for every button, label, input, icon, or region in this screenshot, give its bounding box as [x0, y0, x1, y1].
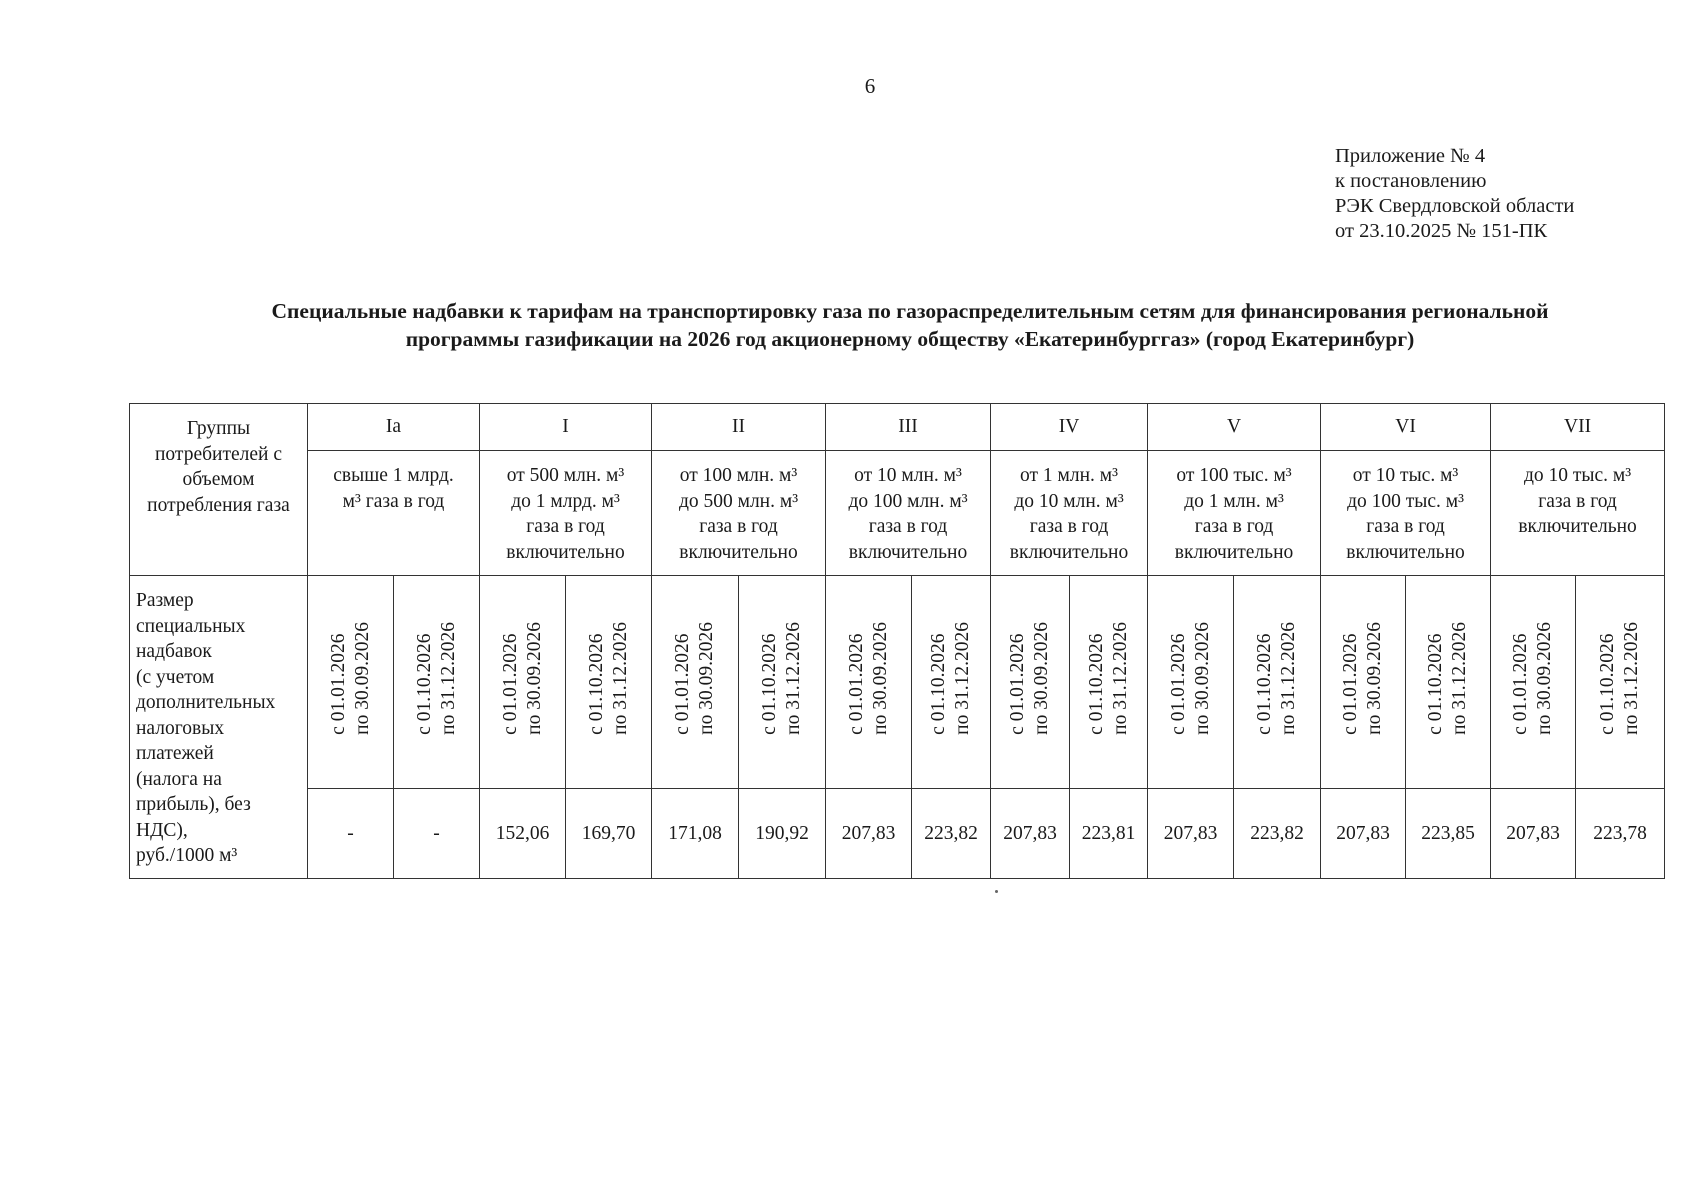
surcharge-value-cell: 169,70 — [566, 789, 652, 879]
period-line: с 01.01.2026 — [327, 633, 349, 735]
period-line: по 31.12.2026 — [783, 621, 804, 735]
document-title — [130, 297, 1690, 353]
group-volume-range-line: до 100 тыс. м³ — [1347, 490, 1464, 512]
row-label-cell — [130, 576, 308, 879]
row-label-line: руб./1000 м³ — [136, 845, 238, 866]
period-cell — [308, 576, 394, 789]
row-label-line: дополнительных — [136, 692, 276, 713]
scan-speck — [995, 890, 998, 893]
group-volume-range-line: свыше 1 млрд. — [333, 465, 454, 486]
group-volume-range-line: включительно — [1518, 516, 1637, 537]
period-line: с 01.01.2026 — [672, 633, 693, 735]
document-title-line: программы газификации на 2026 год акционерному обществу «Екатеринбурггаз» (город Екатеринбург) — [405, 327, 1415, 351]
appendix-reference — [1335, 144, 1574, 244]
period-cell — [1321, 576, 1406, 789]
period-line: с 01.10.2026 — [759, 633, 780, 735]
group-volume-range-cell — [991, 451, 1148, 576]
period-line: по 30.09.2026 — [696, 621, 717, 735]
group-code-cell: III — [826, 404, 991, 451]
surcharge-value-cell: 207,83 — [991, 789, 1070, 879]
period-label — [758, 622, 806, 735]
surcharge-value-cell: 223,82 — [1234, 789, 1321, 879]
groups-header-line: Группы — [186, 418, 251, 439]
surcharge-value-cell: 171,08 — [652, 789, 739, 879]
group-volume-range-line: газа в год — [868, 516, 948, 537]
period-line: по 31.12.2026 — [609, 621, 631, 735]
surcharge-value-cell: - — [308, 789, 394, 879]
surcharge-value-cell: 207,83 — [826, 789, 912, 879]
period-label — [585, 622, 633, 735]
surcharge-value-cell: 223,82 — [912, 789, 991, 879]
group-volume-range-line: от 500 млн. м³ — [506, 465, 625, 486]
groups-header-line: потребителей с — [155, 443, 282, 465]
period-line: с 01.10.2026 — [1425, 633, 1447, 735]
group-volume-range-cell — [308, 451, 480, 576]
period-line: с 01.10.2026 — [413, 633, 435, 735]
period-line: с 01.01.2026 — [845, 633, 867, 735]
period-cell — [566, 576, 652, 789]
group-volume-range-line: включительно — [1009, 541, 1129, 563]
period-cell — [912, 576, 991, 789]
group-volume-range-line: газа в год — [699, 516, 778, 537]
period-line: по 30.09.2026 — [1031, 621, 1053, 735]
period-label — [1509, 622, 1557, 735]
surcharge-value-cell: 190,92 — [739, 789, 826, 879]
period-cell — [1234, 576, 1321, 789]
appendix-line: от 23.10.2025 № 151-ПК — [1335, 220, 1548, 242]
period-line: по 31.12.2026 — [1109, 621, 1131, 735]
row-label-line: прибыль), без — [136, 794, 251, 815]
period-line: с 01.10.2026 — [1597, 633, 1619, 735]
row-label-line: налоговых — [136, 717, 225, 739]
period-cell — [652, 576, 739, 789]
period-line: с 01.01.2026 — [499, 633, 521, 735]
period-label — [1339, 622, 1387, 735]
group-volume-range-cell — [826, 451, 991, 576]
period-cell — [826, 576, 912, 789]
group-volume-range-line: до 1 млрд. м³ — [511, 490, 620, 512]
group-volume-range-line: газа в год — [1194, 516, 1274, 537]
group-volume-range-line: газа в год — [1029, 516, 1109, 537]
period-line: по 31.12.2026 — [952, 621, 973, 735]
surcharge-value-cell: - — [394, 789, 480, 879]
period-label — [413, 622, 461, 735]
values-row — [130, 789, 1665, 879]
period-line: с 01.10.2026 — [928, 633, 949, 735]
group-volume-range-line: газа в год — [526, 516, 605, 537]
group-description-row — [130, 451, 1665, 576]
group-volume-range-line: включительно — [679, 541, 798, 563]
group-code-cell: VI — [1321, 404, 1491, 451]
period-label — [1006, 622, 1054, 735]
period-label — [845, 622, 893, 735]
period-label — [1167, 622, 1215, 735]
period-line: с 01.10.2026 — [1085, 633, 1107, 735]
period-label — [1596, 622, 1644, 735]
period-line: по 30.09.2026 — [1364, 621, 1386, 735]
group-volume-range-line: от 10 млн. м³ — [854, 465, 962, 486]
group-code-cell: VII — [1491, 404, 1665, 451]
group-volume-range-line: от 100 тыс. м³ — [1176, 465, 1292, 486]
row-label-line: платежей — [136, 743, 214, 764]
group-volume-range-cell — [652, 451, 826, 576]
document-title-line: Специальные надбавки к тарифам на транспортировку газа по газораспределительным сетям для финансирования региональной — [271, 299, 1549, 323]
appendix-line: к постановлению — [1335, 170, 1487, 192]
period-label — [671, 622, 719, 735]
period-line: по 31.12.2026 — [1621, 621, 1643, 735]
group-volume-range-line: включительно — [506, 541, 625, 563]
group-volume-range-line: до 10 тыс. м³ — [1523, 465, 1632, 486]
row-label-line: надбавок — [136, 641, 212, 662]
period-line: с 01.01.2026 — [1340, 633, 1362, 735]
period-label — [499, 622, 547, 735]
groups-header-line: потребления газа — [147, 494, 290, 516]
group-code-cell: I — [480, 404, 652, 451]
row-label-line: Размер — [136, 590, 194, 611]
surcharge-value-cell: 207,83 — [1491, 789, 1576, 879]
groups-header-cell — [130, 404, 308, 576]
period-line: по 30.09.2026 — [1191, 621, 1213, 735]
groups-header-line: объемом — [182, 469, 255, 490]
period-cell — [1491, 576, 1576, 789]
group-volume-range-line: включительно — [1174, 541, 1294, 563]
group-volume-range-line: от 10 тыс. м³ — [1352, 465, 1459, 486]
group-code-row — [130, 404, 1665, 451]
appendix-line: Приложение № 4 — [1335, 145, 1486, 167]
group-volume-range-line: от 1 млн. м³ — [1020, 465, 1118, 486]
group-code-cell: II — [652, 404, 826, 451]
page-number: 6 — [864, 74, 876, 98]
period-cell — [394, 576, 480, 789]
group-volume-range-cell — [480, 451, 652, 576]
tariff-table — [129, 403, 1665, 879]
group-volume-range-line: включительно — [848, 541, 968, 563]
group-volume-range-line: до 500 млн. м³ — [678, 490, 799, 512]
period-label — [327, 622, 375, 735]
appendix-line: РЭК Свердловской области — [1335, 195, 1575, 217]
group-code-cell: V — [1148, 404, 1321, 451]
row-label-line: (налога на — [136, 768, 222, 790]
period-label — [1085, 622, 1133, 735]
period-cell — [739, 576, 826, 789]
period-line: по 30.09.2026 — [1534, 621, 1556, 735]
period-line: с 01.01.2026 — [1167, 633, 1189, 735]
group-volume-range-cell — [1148, 451, 1321, 576]
group-volume-range-line: до 100 млн. м³ — [848, 490, 968, 512]
row-label-line: НДС), — [136, 819, 188, 841]
surcharge-value-cell: 223,78 — [1576, 789, 1665, 879]
period-row — [130, 576, 1665, 789]
period-cell — [991, 576, 1070, 789]
period-label — [1424, 622, 1472, 735]
period-line: по 31.12.2026 — [437, 621, 459, 735]
period-line: по 31.12.2026 — [1278, 621, 1300, 735]
period-line: с 01.10.2026 — [585, 633, 607, 735]
period-cell — [1406, 576, 1491, 789]
row-label-line: специальных — [136, 615, 246, 637]
surcharge-value-cell: 152,06 — [480, 789, 566, 879]
period-label — [927, 622, 975, 735]
group-volume-range-line: газа в год — [1538, 490, 1617, 512]
period-cell — [1576, 576, 1665, 789]
period-line: с 01.01.2026 — [1007, 633, 1029, 735]
row-label-line: (с учетом — [136, 666, 215, 688]
surcharge-value-cell: 223,85 — [1406, 789, 1491, 879]
group-volume-range-line: от 100 млн. м³ — [679, 465, 798, 486]
surcharge-value-cell: 207,83 — [1321, 789, 1406, 879]
group-volume-range-line: м³ газа в год — [342, 490, 445, 512]
period-line: по 31.12.2026 — [1449, 621, 1471, 735]
group-volume-range-cell — [1321, 451, 1491, 576]
period-line: по 30.09.2026 — [351, 621, 373, 735]
group-volume-range-line: газа в год — [1366, 516, 1445, 537]
period-line: по 30.09.2026 — [869, 621, 891, 735]
group-volume-range-line: до 10 млн. м³ — [1014, 490, 1124, 512]
period-line: по 30.09.2026 — [523, 621, 545, 735]
period-cell — [1148, 576, 1234, 789]
period-line: с 01.10.2026 — [1254, 633, 1276, 735]
group-code-cell: IV — [991, 404, 1148, 451]
group-volume-range-line: до 1 млн. м³ — [1184, 490, 1284, 512]
surcharge-value-cell: 207,83 — [1148, 789, 1234, 879]
period-cell — [480, 576, 566, 789]
group-volume-range-line: включительно — [1346, 541, 1465, 563]
surcharge-value-cell: 223,81 — [1070, 789, 1148, 879]
group-volume-range-cell — [1491, 451, 1665, 576]
period-line: с 01.01.2026 — [1510, 633, 1532, 735]
period-label — [1253, 622, 1301, 735]
group-code-cell: Ia — [308, 404, 480, 451]
period-cell — [1070, 576, 1148, 789]
